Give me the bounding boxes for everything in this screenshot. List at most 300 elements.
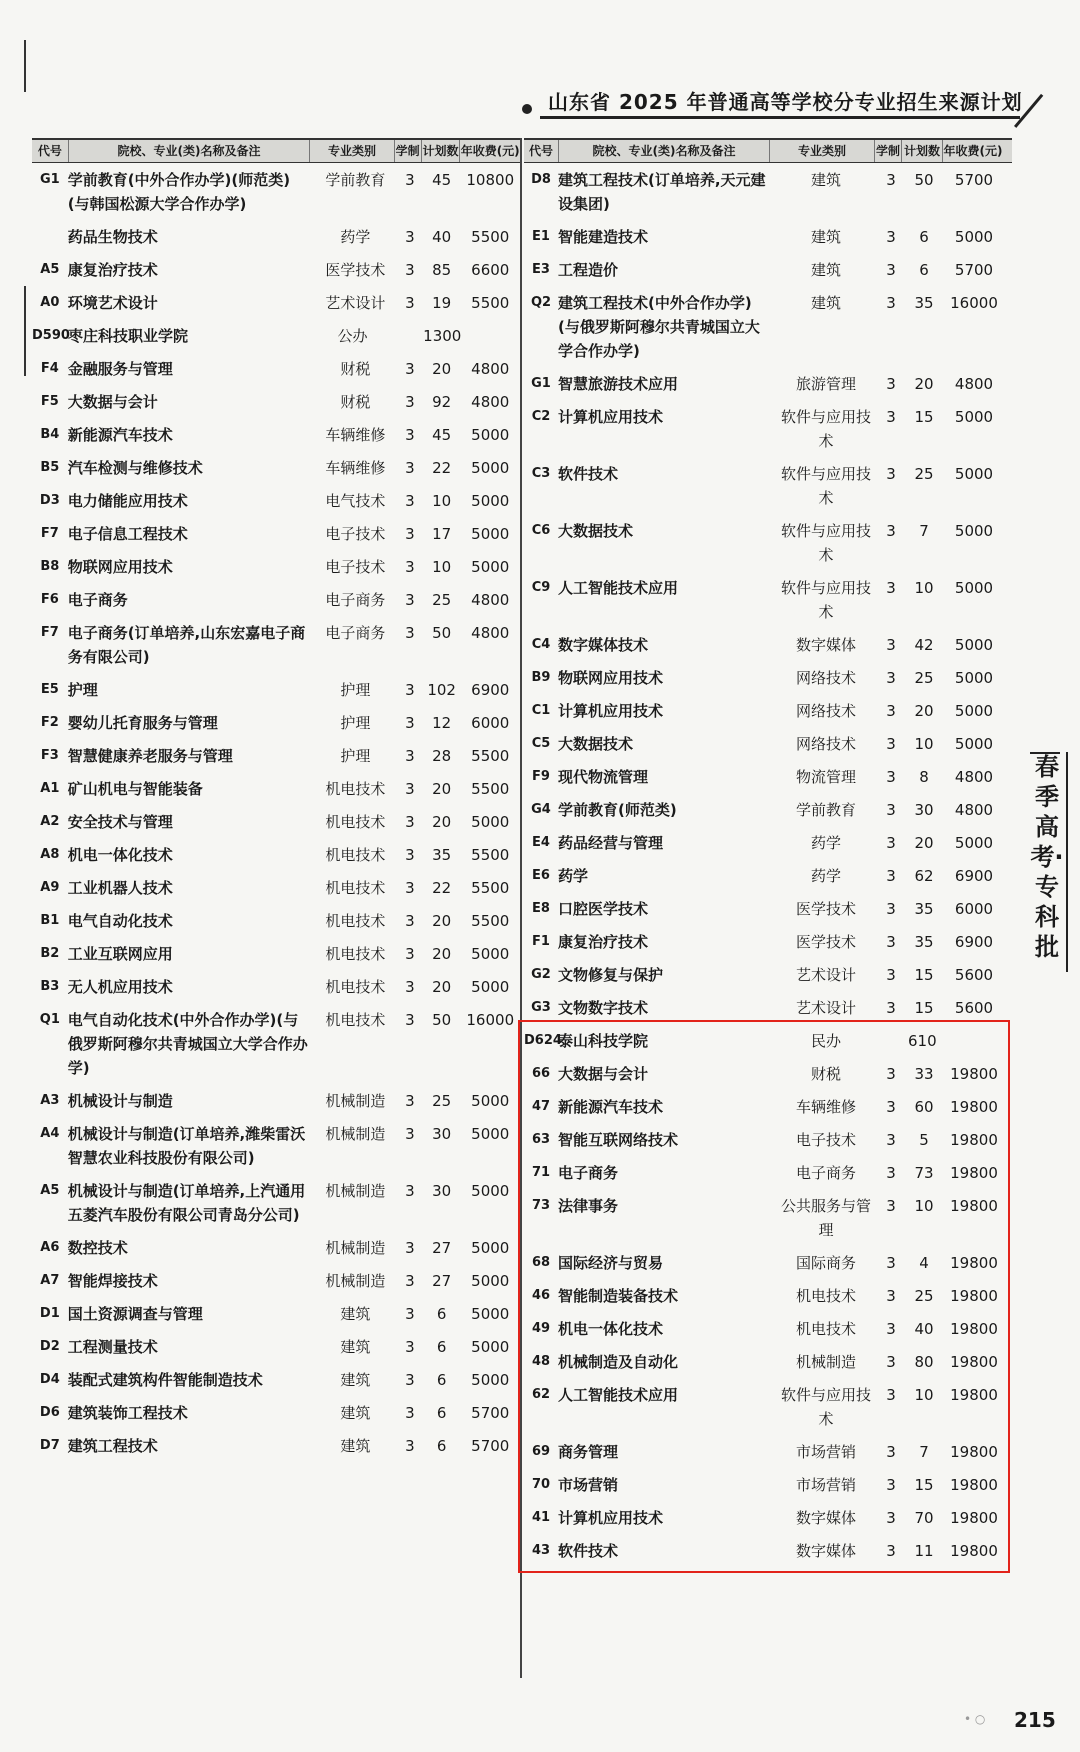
cell-years: 3 <box>886 1164 896 1182</box>
cell-plan: 4 <box>919 1254 929 1272</box>
cell-fee: 5000 <box>954 579 994 597</box>
cell-code: F6 <box>40 592 59 607</box>
table-row <box>32 418 520 451</box>
cell-plan: 5 <box>919 1131 929 1149</box>
cell-years: 3 <box>886 171 896 189</box>
cell-years: 3 <box>405 393 415 411</box>
cell-category: 艺术设计 <box>795 999 856 1017</box>
cell-category: 机电技术 <box>325 978 386 996</box>
cell-code: F7 <box>40 526 59 541</box>
cell-name: 计算机应用技术 <box>558 408 664 426</box>
cell-name: 学前教育(师范类) <box>558 801 677 819</box>
cell-plan: 11 <box>914 1542 934 1560</box>
cell-name: 汽车检测与维修技术 <box>67 459 203 477</box>
cell-code: A4 <box>40 1126 60 1141</box>
right-table <box>524 138 1012 1678</box>
cell-name: 建筑装饰工程技术 <box>67 1404 188 1422</box>
table-row <box>524 1468 1012 1501</box>
cell-fee: 19800 <box>950 1197 998 1215</box>
table-row <box>524 826 1012 859</box>
cell-plan: 45 <box>432 171 452 189</box>
cell-years: 3 <box>886 465 896 483</box>
cell-years: 3 <box>405 681 415 699</box>
cell-name: 药学 <box>558 867 589 885</box>
cell-code: 71 <box>531 1165 551 1180</box>
cell-category: 电子技术 <box>325 558 386 576</box>
cell-fee: 5000 <box>954 228 994 246</box>
cell-plan: 50 <box>432 1011 452 1029</box>
cell-years: 3 <box>886 1254 896 1272</box>
cell-fee: 5000 <box>471 525 510 543</box>
cell-category: 软件与应用技术 <box>780 408 871 450</box>
cell-code: B5 <box>40 460 60 475</box>
cell-code: 68 <box>531 1255 551 1270</box>
cell-name: 装配式建筑构件智能制造技术 <box>67 1371 263 1389</box>
cell-years: 3 <box>405 1182 415 1200</box>
cell-years: 3 <box>886 1509 896 1527</box>
cell-name: 电气自动化技术(中外合作办学)(与俄罗斯阿穆尔共青城国立大学合作办学) <box>67 1011 308 1077</box>
table-row <box>32 286 520 319</box>
cell-fee: 4800 <box>471 360 510 378</box>
table-row <box>524 760 1012 793</box>
table-row <box>524 892 1012 925</box>
cell-plan: 610 <box>908 1032 937 1050</box>
cell-years: 3 <box>886 522 896 540</box>
cell-code: E8 <box>532 901 550 916</box>
table-row <box>524 514 1012 571</box>
cell-code: 43 <box>531 1543 551 1558</box>
cell-years: 3 <box>405 978 415 996</box>
page-number: 215 <box>1014 1708 1056 1732</box>
header-category: 专业类别 <box>770 140 875 162</box>
cell-plan: 20 <box>432 780 452 798</box>
cell-years: 3 <box>886 966 896 984</box>
cell-name: 学前教育(中外合作办学)(师范类)(与韩国松源大学合作办学) <box>67 171 291 213</box>
cell-name: 智能焊接技术 <box>67 1272 158 1290</box>
cell-name: 数控技术 <box>67 1239 128 1257</box>
cell-category: 建筑 <box>810 228 841 246</box>
table-row <box>32 1174 520 1231</box>
table-row <box>32 1330 520 1363</box>
cell-years: 3 <box>886 1476 896 1494</box>
cell-category: 建筑 <box>810 261 841 279</box>
table-row <box>524 1246 1012 1279</box>
cell-fee: 19800 <box>950 1443 998 1461</box>
cell-fee: 5500 <box>471 747 510 765</box>
cell-fee: 6900 <box>954 867 994 885</box>
cell-code: D6 <box>39 1405 60 1420</box>
cell-code: F9 <box>532 769 550 784</box>
cell-category: 机械制造 <box>795 1353 856 1371</box>
cell-years: 3 <box>405 261 415 279</box>
cell-fee: 16000 <box>466 1011 515 1029</box>
cell-category: 机电技术 <box>795 1287 856 1305</box>
header-name: 院校、专业(类)名称及备注 <box>559 140 770 162</box>
table-row <box>32 484 520 517</box>
cell-fee: 5600 <box>954 999 994 1017</box>
cell-plan: 27 <box>432 1239 452 1257</box>
table-row <box>32 706 520 739</box>
table-row <box>32 550 520 583</box>
cell-fee: 19800 <box>950 1386 998 1404</box>
cell-name: 机械设计与制造(订单培养,上汽通用五菱汽车股份有限公司青岛分公司) <box>67 1182 306 1224</box>
cell-code: 70 <box>531 1477 551 1492</box>
cell-category: 网络技术 <box>795 669 856 687</box>
cell-fee: 4800 <box>954 768 994 786</box>
cell-name: 软件技术 <box>558 1542 619 1560</box>
cell-plan: 27 <box>432 1272 452 1290</box>
cell-fee: 5600 <box>954 966 994 984</box>
cell-fee: 5700 <box>954 261 994 279</box>
table-row <box>32 385 520 418</box>
cell-plan: 30 <box>432 1125 452 1143</box>
cell-fee: 5000 <box>954 408 994 426</box>
cell-name: 国际经济与贸易 <box>558 1254 664 1272</box>
cell-name: 泰山科技学院 <box>558 1032 649 1050</box>
cell-plan: 6 <box>919 261 929 279</box>
table-row <box>32 673 520 706</box>
cell-category: 国际商务 <box>795 1254 856 1272</box>
school-row <box>524 1024 1012 1057</box>
cell-code: G1 <box>39 172 60 187</box>
cell-category: 网络技术 <box>795 702 856 720</box>
table-row <box>524 286 1012 367</box>
cell-plan: 60 <box>914 1098 934 1116</box>
cell-fee: 5000 <box>471 1272 510 1290</box>
cell-name: 计算机应用技术 <box>558 1509 664 1527</box>
table-row <box>524 1501 1012 1534</box>
cell-years: 3 <box>886 261 896 279</box>
cell-name: 矿山机电与智能装备 <box>67 780 203 798</box>
table-row <box>524 859 1012 892</box>
cell-name: 电气自动化技术 <box>67 912 173 930</box>
cell-code: A5 <box>40 1183 60 1198</box>
cell-fee: 5500 <box>471 780 510 798</box>
cell-code: C2 <box>531 409 551 424</box>
cell-plan: 33 <box>914 1065 934 1083</box>
cell-category: 车辆维修 <box>325 426 386 444</box>
cell-fee: 5000 <box>954 636 994 654</box>
cell-category: 数字媒体 <box>795 1542 856 1560</box>
cell-years: 3 <box>405 1239 415 1257</box>
table-row <box>524 1435 1012 1468</box>
cell-code: F3 <box>40 748 59 763</box>
cell-code: A3 <box>40 1093 60 1108</box>
cell-name: 机械制造及自动化 <box>558 1353 679 1371</box>
cell-years: 3 <box>405 294 415 312</box>
cell-years: 3 <box>405 813 415 831</box>
cell-plan: 15 <box>914 408 934 426</box>
cell-years: 3 <box>405 879 415 897</box>
cell-code: A9 <box>40 880 60 895</box>
cell-fee: 5500 <box>471 294 510 312</box>
cell-name: 文物修复与保护 <box>558 966 664 984</box>
cell-fee: 16000 <box>950 294 998 312</box>
cell-fee: 19800 <box>950 1353 998 1371</box>
cell-name: 无人机应用技术 <box>67 978 173 996</box>
right-table-header <box>524 138 1012 163</box>
cell-fee: 4800 <box>471 591 510 609</box>
cell-fee: 4800 <box>471 393 510 411</box>
cell-code: B9 <box>531 670 551 685</box>
cell-plan: 20 <box>914 834 934 852</box>
school-row <box>32 319 520 352</box>
cell-category: 机电技术 <box>325 879 386 897</box>
header-plan: 计划数 <box>902 140 943 162</box>
cell-name: 口腔医学技术 <box>558 900 649 918</box>
cell-plan: 6 <box>436 1371 447 1389</box>
cell-fee: 5000 <box>954 702 994 720</box>
cell-years: 3 <box>405 1011 415 1029</box>
cell-fee: 19800 <box>950 1098 998 1116</box>
header-name: 院校、专业(类)名称及备注 <box>69 140 311 162</box>
cell-plan: 40 <box>914 1320 934 1338</box>
cell-category: 车辆维修 <box>325 459 386 477</box>
cell-category: 机电技术 <box>325 945 386 963</box>
cell-years: 3 <box>886 228 896 246</box>
cell-fee: 19800 <box>950 1131 998 1149</box>
cell-plan: 35 <box>432 846 452 864</box>
cell-category: 机械制造 <box>325 1239 386 1257</box>
table-row <box>524 571 1012 628</box>
cell-category: 建筑 <box>340 1437 371 1455</box>
cell-category: 机电技术 <box>325 912 386 930</box>
cell-code: D4 <box>39 1372 60 1387</box>
cell-code: 73 <box>531 1198 551 1213</box>
cell-category: 学前教育 <box>325 171 386 189</box>
cell-fee: 5000 <box>471 1305 510 1323</box>
cell-fee: 5000 <box>471 1182 510 1200</box>
cell-years: 3 <box>886 1320 896 1338</box>
cell-code: F7 <box>40 625 59 640</box>
cell-code: B3 <box>40 979 60 994</box>
cell-plan: 80 <box>914 1353 934 1371</box>
cell-code: C5 <box>531 736 551 751</box>
table-row <box>32 1363 520 1396</box>
table-row <box>32 583 520 616</box>
cell-category: 艺术设计 <box>325 294 386 312</box>
cell-years: 3 <box>886 669 896 687</box>
cell-years: 3 <box>886 294 896 312</box>
table-row <box>524 727 1012 760</box>
cell-plan: 35 <box>914 933 934 951</box>
cell-name: 大数据与会计 <box>558 1065 649 1083</box>
cell-plan: 10 <box>432 558 452 576</box>
cell-years: 3 <box>886 768 896 786</box>
cell-code: F4 <box>40 361 59 376</box>
cell-plan: 15 <box>914 966 934 984</box>
cell-fee: 5000 <box>471 1371 510 1389</box>
cell-category: 建筑 <box>810 171 841 189</box>
table-row <box>524 220 1012 253</box>
cell-name: 环境艺术设计 <box>67 294 158 312</box>
cell-plan: 50 <box>914 171 934 189</box>
cell-code: C4 <box>531 637 551 652</box>
cell-category: 机电技术 <box>795 1320 856 1338</box>
cell-years: 3 <box>886 1542 896 1560</box>
cell-fee: 5500 <box>471 879 510 897</box>
cell-years <box>878 1029 904 1053</box>
cell-name: 药品生物技术 <box>67 228 158 246</box>
cell-code: D2 <box>39 1339 60 1354</box>
side-tab: 春季高考·专科批 <box>1030 753 1064 961</box>
table-row <box>32 1003 520 1084</box>
cell-code: 63 <box>531 1132 551 1147</box>
cell-plan: 62 <box>914 867 934 885</box>
cell-years: 3 <box>405 945 415 963</box>
cell-code: A7 <box>40 1273 60 1288</box>
table-row <box>32 616 520 673</box>
cell-code: Q1 <box>39 1012 60 1027</box>
table-row <box>524 925 1012 958</box>
cell-category: 电气技术 <box>325 492 386 510</box>
cell-category: 建筑 <box>810 294 841 312</box>
cell-category: 机电技术 <box>325 780 386 798</box>
cell-code: B8 <box>40 559 60 574</box>
table-row <box>524 163 1012 220</box>
cell-category: 市场营销 <box>795 1443 856 1461</box>
table-row <box>32 1231 520 1264</box>
cell-name: 商务管理 <box>558 1443 619 1461</box>
cell-code: A6 <box>40 1240 60 1255</box>
cell-category: 艺术设计 <box>795 966 856 984</box>
cell-years <box>394 324 420 348</box>
cell-years: 3 <box>886 834 896 852</box>
cell-fee <box>948 1029 1008 1053</box>
table-row <box>32 1396 520 1429</box>
cell-name: 智能互联网络技术 <box>558 1131 679 1149</box>
cell-category: 公共服务与管理 <box>780 1197 871 1239</box>
cell-category: 护理 <box>340 714 371 732</box>
cell-plan: 10 <box>914 1197 934 1215</box>
cell-fee: 5000 <box>471 426 510 444</box>
header-plan: 计划数 <box>422 140 461 162</box>
cell-name: 文物数字技术 <box>558 999 649 1017</box>
cell-code: B4 <box>40 427 60 442</box>
cell-code: D7 <box>39 1438 60 1453</box>
cell-plan: 12 <box>432 714 452 732</box>
table-row <box>32 352 520 385</box>
cell-fee: 5000 <box>471 558 510 576</box>
cell-years: 3 <box>405 624 415 642</box>
cell-code: G3 <box>531 1000 551 1015</box>
cell-category: 机械制造 <box>325 1125 386 1143</box>
cell-plan: 6 <box>919 228 929 246</box>
cell-name: 建筑工程技术 <box>67 1437 158 1455</box>
cell-category: 医学技术 <box>325 261 386 279</box>
cell-name: 电子信息工程技术 <box>67 525 188 543</box>
cell-plan: 25 <box>432 1092 452 1110</box>
table-row <box>524 694 1012 727</box>
cell-fee: 5700 <box>954 171 994 189</box>
cell-name: 数字媒体技术 <box>558 636 649 654</box>
header-category: 专业类别 <box>310 140 394 162</box>
cell-category: 机械制造 <box>325 1182 386 1200</box>
cell-name: 工程测量技术 <box>67 1338 158 1356</box>
cell-years: 3 <box>886 900 896 918</box>
cell-fee: 6900 <box>954 933 994 951</box>
cell-years: 3 <box>405 1338 415 1356</box>
cell-name: 金融服务与管理 <box>67 360 173 378</box>
cell-code: A1 <box>40 781 60 796</box>
cell-plan: 25 <box>914 465 934 483</box>
right-table-body <box>524 163 1012 1567</box>
left-table-body <box>32 163 520 1462</box>
cell-name: 软件技术 <box>558 465 619 483</box>
header-fee: 年收费(元) <box>460 144 520 158</box>
table-row <box>524 628 1012 661</box>
table-row <box>524 1189 1012 1246</box>
cell-category: 药学 <box>810 867 841 885</box>
table-row <box>524 1057 1012 1090</box>
cell-fee: 6900 <box>471 681 510 699</box>
cell-plan: 22 <box>432 879 452 897</box>
cell-years: 3 <box>886 933 896 951</box>
cell-plan: 7 <box>919 522 929 540</box>
cell-name: 大数据技术 <box>558 735 634 753</box>
table-row <box>524 958 1012 991</box>
cell-name: 人工智能技术应用 <box>558 579 679 597</box>
cell-fee: 5000 <box>954 735 994 753</box>
page-dots: • ○ <box>964 1712 986 1726</box>
cell-name: 工程造价 <box>558 261 619 279</box>
table-row <box>524 793 1012 826</box>
cell-name: 枣庄科技职业学院 <box>68 327 189 345</box>
cell-category: 建筑 <box>340 1338 371 1356</box>
table-row <box>524 1378 1012 1435</box>
cell-years: 3 <box>405 912 415 930</box>
cell-fee: 19800 <box>950 1287 998 1305</box>
cell-category: 电子技术 <box>795 1131 856 1149</box>
cell-years: 3 <box>405 1305 415 1323</box>
cell-fee: 5000 <box>954 669 994 687</box>
cell-code: B1 <box>40 913 60 928</box>
cell-years: 3 <box>405 1371 415 1389</box>
cell-category: 市场营销 <box>795 1476 856 1494</box>
cell-code: A2 <box>40 814 60 829</box>
cell-category: 车辆维修 <box>795 1098 856 1116</box>
cell-plan: 73 <box>914 1164 934 1182</box>
cell-plan: 102 <box>427 681 456 699</box>
table-row <box>32 838 520 871</box>
cell-years: 3 <box>886 1386 896 1404</box>
cell-years: 3 <box>886 1098 896 1116</box>
cell-name: 工业互联网应用 <box>67 945 173 963</box>
cell-plan: 6 <box>436 1305 447 1323</box>
cell-code: E6 <box>532 868 550 883</box>
cell-code: E1 <box>532 229 550 244</box>
cell-code: 48 <box>531 1354 551 1369</box>
cell-plan: 30 <box>914 801 934 819</box>
cell-category: 护理 <box>340 747 371 765</box>
cell-category: 软件与应用技术 <box>780 465 871 507</box>
cell-name: 机电一体化技术 <box>558 1320 664 1338</box>
cell-code: 49 <box>531 1321 551 1336</box>
cell-plan: 20 <box>432 978 452 996</box>
cell-code: B2 <box>40 946 60 961</box>
cell-code: E5 <box>40 682 59 697</box>
header-fee: 年收费(元) <box>943 144 1003 158</box>
cell-fee: 4800 <box>471 624 510 642</box>
table-row <box>524 1156 1012 1189</box>
cell-years: 3 <box>405 747 415 765</box>
cell-category: 数字媒体 <box>795 636 856 654</box>
cell-years: 3 <box>886 636 896 654</box>
cell-plan: 28 <box>432 747 452 765</box>
cell-plan: 20 <box>432 813 452 831</box>
table-row <box>32 163 520 220</box>
cell-plan: 42 <box>914 636 934 654</box>
